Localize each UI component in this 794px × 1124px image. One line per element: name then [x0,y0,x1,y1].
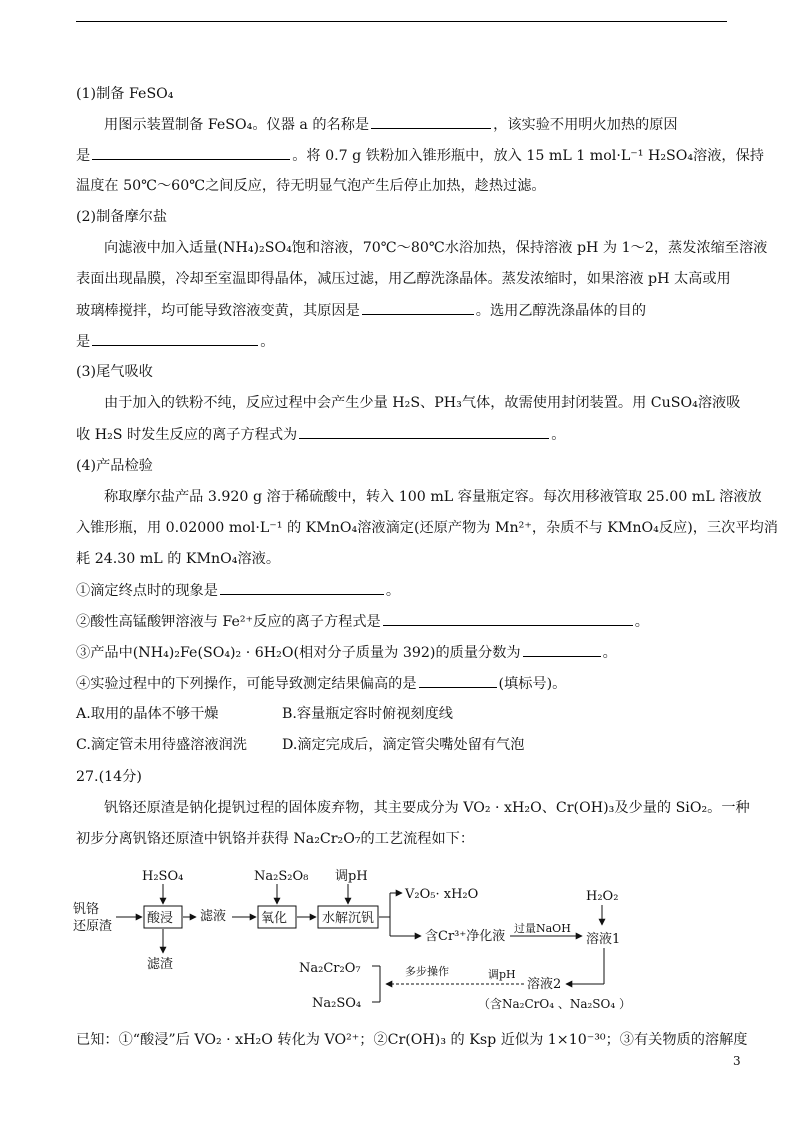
filtrate-label: 滤液 [200,909,227,924]
para-line: 温度在 50℃～60℃之间反应，待无明显气泡产生后停止加热，趁热过滤。 [76,178,546,194]
raw-material-label: 还原渣 [73,919,113,934]
section-1-heading: (1)制备 FeSO₄ [76,86,174,102]
reagent-label: Na₂S₂O₈ [254,869,309,884]
option-c[interactable]: C.滴定管未用待盛溶液润洗 [76,737,247,753]
para-line: 玻璃棒搅拌，均可能导致溶液变黄，其原因是 。选用乙醇洗涤晶体的目的 [76,300,646,321]
section-4-heading: (4)产品检验 [76,458,153,474]
para-line: 用图示装置制备 FeSO₄。仪器 a 的名称是 ，该实验不用明火加热的原因 [104,114,678,135]
para-line: 耗 24.30 mL 的 KMnO₄溶液。 [76,551,281,567]
option-d[interactable]: D.滴定完成后，滴定管尖嘴处留有气泡 [282,737,525,753]
raw-material-label: 钒铬 [73,902,100,917]
reagent-label: 过量NaOH [514,922,571,935]
product-label: V₂O₅· xH₂O [405,887,479,902]
para-line: 称取摩尔盐产品 3.920 g 溶于稀硫酸中，转入 100 mL 容量瓶定容。每次用移液管取 25.00 mL 溶液放 [104,489,762,505]
section-2-heading: (2)制备摩尔盐 [76,209,168,225]
section-3-heading: (3)尾气吸收 [76,364,153,380]
para-line: 初步分离钒铬还原渣中钒铬并获得 Na₂Cr₂O₇的工艺流程如下： [76,831,475,847]
reagent-label: H₂O₂ [586,889,619,904]
solution-2-note: （含Na₂CrO₄ 、Na₂SO₄ ） [478,997,631,1011]
para-line: 是 。将 0.7 g 铁粉加入锥形瓶中，放入 15 mL 1 mol·L⁻¹ H₂SO₄溶液，保持 [76,145,764,166]
para-line: 收 H₂S 时发生反应的离子方程式为 。 [76,424,565,445]
question-27-heading: 27.(14分) [76,769,142,785]
option-a[interactable]: A.取用的晶体不够干燥 [76,706,219,722]
question-line: ④实验过程中的下列操作，可能导致测定结果偏高的是 (填标号)。 [76,673,566,694]
page-number: 3 [733,1054,741,1068]
operation-label: 调pH [488,968,516,981]
para-line: 钒铬还原渣是钠化提钒过程的固体废弃物，其主要成分为 VO₂ · xH₂O、Cr(OH)₃及少量的 SiO₂。一种 [104,800,750,816]
question-line: ②酸性高锰酸钾溶液与 Fe²⁺反应的离子方程式是 。 [76,611,649,632]
liquid-label: 含Cr³⁺净化液 [425,929,506,944]
para-line: 向滤液中加入适量(NH₄)₂SO₄饱和溶液，70℃～80℃水浴加热，保持溶液 pH 为 1～2，蒸发浓缩至溶液 [104,240,768,256]
known-conditions-line: 已知：①“酸浸”后 VO₂ · xH₂O 转化为 VO²⁺；②Cr(OH)₃ 的 Ksp 近似为 1×10⁻³⁰；③有关物质的溶解度 [76,1032,748,1048]
operation-label: 多步操作 [405,965,449,978]
product-label: Na₂SO₄ [312,996,362,1011]
reagent-label: H₂SO₄ [142,869,184,884]
reagent-label: 调pH [335,869,368,884]
step-oxidation: 氧化 [261,911,288,926]
para-line: 入锥形瓶，用 0.02000 mol·L⁻¹ 的 KMnO₄溶液滴定(还原产物为 Mn²⁺，杂质不与 KMnO₄反应)，三次平均消 [76,520,778,536]
solution-2-label: 溶液2 [527,977,562,992]
step-acid-leach: 酸浸 [147,911,174,926]
product-label: Na₂Cr₂O₇ [299,961,361,976]
option-b[interactable]: B.容量瓶定容时俯视刻度线 [282,706,453,722]
para-line: 由于加入的铁粉不纯，反应过程中会产生少量 H₂S、PH₃气体，故需使用封闭装置。用 CuSO₄溶液吸 [104,395,741,411]
para-line: 表面出现晶膜，冷却至室温即得晶体，减压过滤，用乙醇洗涤晶体。蒸发浓缩时，如果溶液 pH 太高或用 [76,271,731,287]
step-hydrolysis: 水解沉钒 [322,911,375,926]
residue-label: 滤渣 [147,957,174,972]
para-line: 是 。 [76,331,274,352]
question-line: ③产品中(NH₄)₂Fe(SO₄)₂ · 6H₂O(相对分子质量为 392)的质量分数为 。 [76,642,617,663]
solution-1-label: 溶液1 [586,932,621,947]
question-line: ①滴定终点时的现象是 。 [76,580,400,601]
